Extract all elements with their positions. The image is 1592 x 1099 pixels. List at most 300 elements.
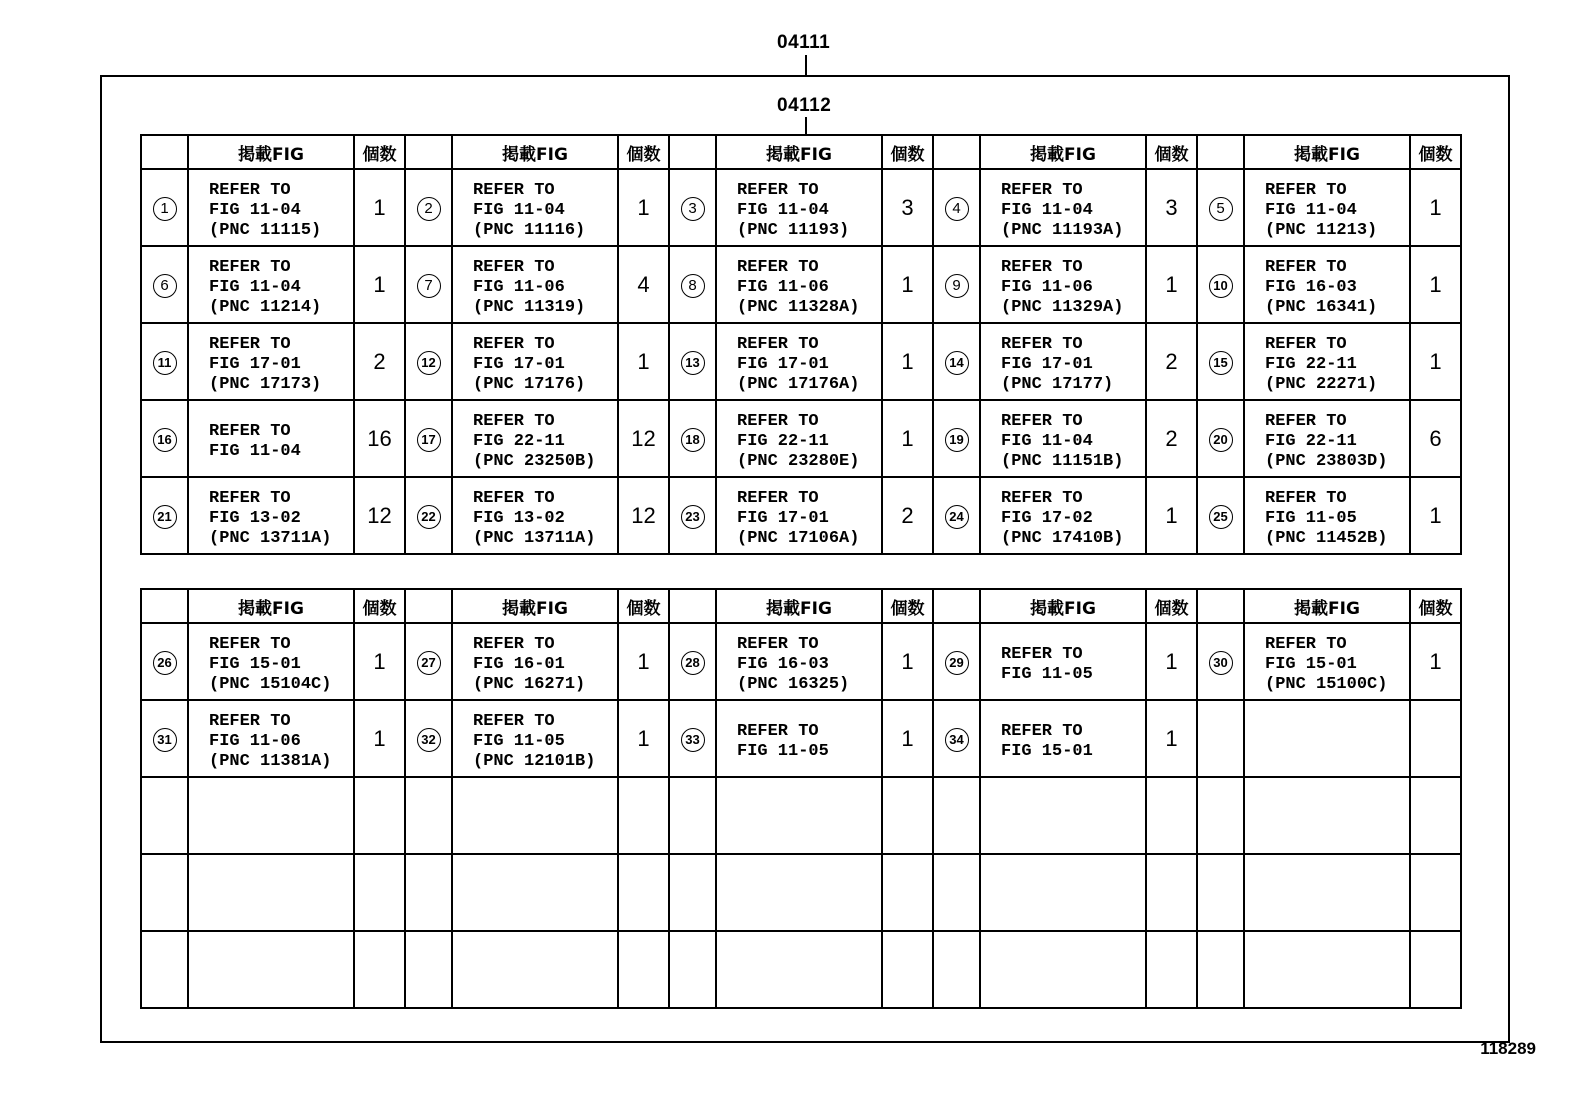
item-number: 20 — [1209, 428, 1233, 452]
fig-reference-cell — [1244, 246, 1410, 323]
fig-reference-line: REFER TO — [1001, 411, 1083, 431]
item-number: 12 — [417, 351, 441, 375]
fig-reference-cell — [980, 777, 1146, 854]
item-number: 32 — [417, 728, 441, 752]
quantity-cell: 2 — [1146, 323, 1197, 400]
quantity-cell: 12 — [618, 400, 669, 477]
header-num-cell — [1197, 589, 1244, 623]
header-fig: 掲載FIG — [452, 135, 618, 169]
fig-reference-cell — [1244, 323, 1410, 400]
item-number: 18 — [681, 428, 705, 452]
item-number-cell — [405, 700, 452, 777]
header-qty: 個数 — [354, 589, 405, 623]
fig-reference-line: (PNC 11319) — [473, 297, 586, 317]
item-number-cell — [141, 169, 188, 246]
item-number: 31 — [153, 728, 177, 752]
quantity-cell: 1 — [1146, 623, 1197, 700]
item-number-cell — [669, 169, 716, 246]
quantity-cell — [1410, 931, 1461, 1008]
fig-reference-line: FIG 11-04 — [209, 441, 301, 461]
fig-reference-cell — [188, 854, 354, 931]
fig-reference-cell — [452, 700, 618, 777]
fig-reference-line: REFER TO — [737, 488, 819, 508]
quantity-cell — [1410, 854, 1461, 931]
quantity-cell — [618, 854, 669, 931]
header-fig: 掲載FIG — [188, 135, 354, 169]
fig-reference-line: REFER TO — [1265, 180, 1347, 200]
item-number-cell — [405, 623, 452, 700]
fig-reference-cell — [452, 400, 618, 477]
fig-reference-line: (PNC 13711A) — [473, 528, 596, 548]
fig-reference-line: FIG 17-01 — [737, 354, 829, 374]
quantity-cell — [1146, 931, 1197, 1008]
item-number: 34 — [945, 728, 969, 752]
fig-reference-line: FIG 11-04 — [209, 200, 301, 220]
quantity-cell: 12 — [618, 477, 669, 554]
fig-reference-cell — [980, 477, 1146, 554]
item-number-cell — [933, 169, 980, 246]
fig-reference-line: FIG 11-04 — [737, 200, 829, 220]
fig-reference-line: REFER TO — [737, 721, 819, 741]
reference-number: 118289 — [1480, 1039, 1536, 1058]
quantity-cell: 1 — [882, 246, 933, 323]
fig-reference-line: FIG 17-02 — [1001, 508, 1093, 528]
quantity-cell — [1146, 777, 1197, 854]
header-num-cell — [933, 589, 980, 623]
item-number-cell — [405, 931, 452, 1008]
fig-reference-line: REFER TO — [473, 411, 555, 431]
header-fig: 掲載FIG — [452, 589, 618, 623]
item-number: 7 — [417, 274, 441, 298]
fig-reference-line: FIG 11-05 — [473, 731, 565, 751]
item-number: 17 — [417, 428, 441, 452]
label-04112: 04112 — [777, 95, 832, 116]
header-fig: 掲載FIG — [188, 589, 354, 623]
fig-reference-line: REFER TO — [473, 711, 555, 731]
fig-reference-line: FIG 16-03 — [737, 654, 829, 674]
item-number: 26 — [153, 651, 177, 675]
quantity-cell: 1 — [882, 700, 933, 777]
fig-reference-line: FIG 17-01 — [209, 354, 301, 374]
quantity-cell: 1 — [618, 623, 669, 700]
item-number: 29 — [945, 651, 969, 675]
item-number-cell — [1197, 777, 1244, 854]
quantity-cell — [354, 854, 405, 931]
fig-reference-line: FIG 11-04 — [1001, 200, 1093, 220]
item-number-cell — [933, 700, 980, 777]
table-row — [141, 931, 1461, 1008]
item-number: 24 — [945, 505, 969, 529]
fig-reference-line: (PNC 11452B) — [1265, 528, 1388, 548]
item-number: 19 — [945, 428, 969, 452]
fig-reference-cell — [980, 246, 1146, 323]
parts-table-2 — [140, 588, 1462, 1009]
fig-reference-line: REFER TO — [737, 334, 819, 354]
table-row — [141, 854, 1461, 931]
fig-reference-cell — [1244, 777, 1410, 854]
fig-reference-line: FIG 15-01 — [209, 654, 301, 674]
fig-reference-line: (PNC 17176A) — [737, 374, 860, 394]
quantity-cell: 1 — [618, 323, 669, 400]
fig-reference-cell — [716, 323, 882, 400]
quantity-cell: 2 — [1146, 400, 1197, 477]
fig-reference-cell — [188, 623, 354, 700]
quantity-cell — [618, 931, 669, 1008]
item-number-cell — [669, 623, 716, 700]
item-number-cell — [933, 931, 980, 1008]
fig-reference-line: (PNC 11115) — [209, 220, 322, 240]
fig-reference-line: FIG 15-01 — [1001, 741, 1093, 761]
item-number-cell — [141, 777, 188, 854]
fig-reference-cell — [716, 700, 882, 777]
fig-reference-line: REFER TO — [473, 334, 555, 354]
item-number-cell — [405, 169, 452, 246]
item-number: 11 — [153, 351, 177, 375]
header-num-cell — [405, 135, 452, 169]
item-number: 8 — [681, 274, 705, 298]
item-number-cell — [1197, 169, 1244, 246]
fig-reference-line: FIG 11-06 — [737, 277, 829, 297]
fig-reference-line: REFER TO — [737, 411, 819, 431]
item-number-cell — [933, 854, 980, 931]
header-qty: 個数 — [1410, 135, 1461, 169]
item-number-cell — [669, 246, 716, 323]
quantity-cell: 4 — [618, 246, 669, 323]
item-number-cell — [669, 700, 716, 777]
fig-reference-line: FIG 11-05 — [1001, 664, 1093, 684]
fig-reference-line: FIG 17-01 — [473, 354, 565, 374]
fig-reference-cell — [716, 777, 882, 854]
quantity-cell — [618, 777, 669, 854]
fig-reference-line: (PNC 17177) — [1001, 374, 1114, 394]
quantity-cell: 1 — [618, 700, 669, 777]
fig-reference-line: (PNC 11214) — [209, 297, 322, 317]
table-header-row — [141, 135, 1461, 169]
fig-reference-line: FIG 11-05 — [737, 741, 829, 761]
header-num-cell — [141, 135, 188, 169]
item-number-cell — [669, 323, 716, 400]
quantity-cell: 1 — [354, 700, 405, 777]
item-number: 33 — [681, 728, 705, 752]
fig-reference-line: FIG 16-03 — [1265, 277, 1357, 297]
quantity-cell: 1 — [882, 400, 933, 477]
leader-line-inner — [805, 117, 807, 134]
item-number-cell — [933, 400, 980, 477]
item-number-cell — [933, 323, 980, 400]
fig-reference-line: FIG 22-11 — [1265, 431, 1357, 451]
fig-reference-cell — [980, 323, 1146, 400]
fig-reference-cell — [452, 854, 618, 931]
leader-line-outer — [805, 55, 807, 75]
item-number: 10 — [1209, 274, 1233, 298]
item-number-cell — [1197, 400, 1244, 477]
fig-reference-line: FIG 17-01 — [737, 508, 829, 528]
fig-reference-cell — [188, 700, 354, 777]
item-number: 2 — [417, 197, 441, 221]
fig-reference-cell — [452, 931, 618, 1008]
item-number-cell — [141, 477, 188, 554]
fig-reference-cell — [188, 169, 354, 246]
item-number-cell — [405, 477, 452, 554]
label-04111: 04111 — [777, 32, 831, 53]
fig-reference-cell — [1244, 400, 1410, 477]
fig-reference-line: FIG 13-02 — [473, 508, 565, 528]
fig-reference-line: FIG 11-04 — [1265, 200, 1357, 220]
fig-reference-cell — [1244, 169, 1410, 246]
header-qty: 個数 — [1146, 589, 1197, 623]
quantity-cell: 1 — [1410, 623, 1461, 700]
quantity-cell: 1 — [882, 623, 933, 700]
quantity-cell: 12 — [354, 477, 405, 554]
item-number: 21 — [153, 505, 177, 529]
fig-reference-line: REFER TO — [473, 488, 555, 508]
fig-reference-cell — [716, 169, 882, 246]
fig-reference-line: REFER TO — [1265, 257, 1347, 277]
fig-reference-line: REFER TO — [1265, 334, 1347, 354]
fig-reference-line: FIG 17-01 — [1001, 354, 1093, 374]
fig-reference-line: REFER TO — [209, 180, 291, 200]
fig-reference-line: FIG 11-06 — [1001, 277, 1093, 297]
fig-reference-line: (PNC 11151B) — [1001, 451, 1124, 471]
fig-reference-cell — [452, 323, 618, 400]
header-num-cell — [405, 589, 452, 623]
fig-reference-line: (PNC 15104C) — [209, 674, 332, 694]
fig-reference-line: (PNC 15100C) — [1265, 674, 1388, 694]
fig-reference-line: REFER TO — [473, 257, 555, 277]
fig-reference-line: FIG 11-06 — [209, 731, 301, 751]
item-number: 23 — [681, 505, 705, 529]
fig-reference-line: FIG 13-02 — [209, 508, 301, 528]
table-header-row — [141, 589, 1461, 623]
parts-table-1 — [140, 134, 1462, 555]
quantity-cell — [882, 931, 933, 1008]
fig-reference-line: (PNC 11116) — [473, 220, 586, 240]
fig-reference-line: REFER TO — [1001, 180, 1083, 200]
quantity-cell: 3 — [1146, 169, 1197, 246]
item-number: 28 — [681, 651, 705, 675]
fig-reference-cell — [1244, 700, 1410, 777]
quantity-cell: 1 — [1410, 169, 1461, 246]
fig-reference-line: (PNC 11193A) — [1001, 220, 1124, 240]
header-num-cell — [1197, 135, 1244, 169]
item-number-cell — [141, 246, 188, 323]
fig-reference-line: (PNC 17410B) — [1001, 528, 1124, 548]
header-num-cell — [669, 135, 716, 169]
fig-reference-line: REFER TO — [209, 488, 291, 508]
fig-reference-line: (PNC 17106A) — [737, 528, 860, 548]
quantity-cell: 1 — [1410, 246, 1461, 323]
item-number-cell — [405, 854, 452, 931]
item-number-cell — [141, 854, 188, 931]
item-number-cell — [933, 623, 980, 700]
item-number-cell — [141, 623, 188, 700]
item-number-cell — [1197, 854, 1244, 931]
fig-reference-cell — [980, 931, 1146, 1008]
fig-reference-line: REFER TO — [209, 634, 291, 654]
header-qty: 個数 — [618, 589, 669, 623]
item-number: 3 — [681, 197, 705, 221]
item-number-cell — [1197, 931, 1244, 1008]
fig-reference-line: FIG 15-01 — [1265, 654, 1357, 674]
fig-reference-line: FIG 11-06 — [473, 277, 565, 297]
table-row — [141, 777, 1461, 854]
fig-reference-cell — [980, 169, 1146, 246]
header-num-cell — [933, 135, 980, 169]
header-num-cell — [669, 589, 716, 623]
fig-reference-line: REFER TO — [1001, 334, 1083, 354]
fig-reference-line: REFER TO — [1001, 721, 1083, 741]
quantity-cell: 6 — [1410, 400, 1461, 477]
quantity-cell: 1 — [354, 169, 405, 246]
fig-reference-line: (PNC 13711A) — [209, 528, 332, 548]
fig-reference-cell — [716, 623, 882, 700]
header-qty: 個数 — [1146, 135, 1197, 169]
fig-reference-line: REFER TO — [473, 180, 555, 200]
fig-reference-line: FIG 11-04 — [1001, 431, 1093, 451]
item-number-cell — [1197, 323, 1244, 400]
quantity-cell: 1 — [1146, 477, 1197, 554]
quantity-cell — [882, 777, 933, 854]
quantity-cell: 2 — [882, 477, 933, 554]
fig-reference-line: (PNC 17173) — [209, 374, 322, 394]
item-number: 15 — [1209, 351, 1233, 375]
item-number: 16 — [153, 428, 177, 452]
fig-reference-line: FIG 22-11 — [473, 431, 565, 451]
quantity-cell: 1 — [354, 623, 405, 700]
fig-reference-cell — [452, 477, 618, 554]
table-row — [141, 323, 1461, 400]
fig-reference-line: REFER TO — [473, 634, 555, 654]
item-number: 13 — [681, 351, 705, 375]
table-row — [141, 477, 1461, 554]
fig-reference-line: (PNC 11193) — [737, 220, 850, 240]
quantity-cell — [1146, 854, 1197, 931]
header-num-cell — [141, 589, 188, 623]
fig-reference-line: (PNC 23280E) — [737, 451, 860, 471]
fig-reference-cell — [716, 400, 882, 477]
fig-reference-line: REFER TO — [1265, 634, 1347, 654]
fig-reference-cell — [716, 931, 882, 1008]
fig-reference-line: REFER TO — [737, 180, 819, 200]
fig-reference-line: FIG 11-04 — [473, 200, 565, 220]
header-fig: 掲載FIG — [1244, 135, 1410, 169]
fig-reference-cell — [452, 169, 618, 246]
fig-reference-line: FIG 22-11 — [1265, 354, 1357, 374]
quantity-cell: 3 — [882, 169, 933, 246]
header-fig: 掲載FIG — [716, 135, 882, 169]
fig-reference-line: (PNC 11213) — [1265, 220, 1378, 240]
table-row — [141, 623, 1461, 700]
fig-reference-line: (PNC 12101B) — [473, 751, 596, 771]
item-number-cell — [141, 323, 188, 400]
item-number-cell — [141, 400, 188, 477]
quantity-cell — [354, 777, 405, 854]
table-row — [141, 700, 1461, 777]
table-row — [141, 169, 1461, 246]
fig-reference-cell — [980, 623, 1146, 700]
item-number: 6 — [153, 274, 177, 298]
table-row — [141, 246, 1461, 323]
quantity-cell — [1410, 700, 1461, 777]
quantity-cell: 2 — [354, 323, 405, 400]
quantity-cell: 16 — [354, 400, 405, 477]
quantity-cell: 1 — [882, 323, 933, 400]
fig-reference-line: REFER TO — [1265, 411, 1347, 431]
fig-reference-line: REFER TO — [1265, 488, 1347, 508]
fig-reference-line: REFER TO — [209, 711, 291, 731]
header-fig: 掲載FIG — [980, 589, 1146, 623]
fig-reference-line: FIG 11-05 — [1265, 508, 1357, 528]
item-number-cell — [1197, 700, 1244, 777]
fig-reference-line: (PNC 11381A) — [209, 751, 332, 771]
quantity-cell: 1 — [1410, 477, 1461, 554]
quantity-cell: 1 — [618, 169, 669, 246]
header-fig: 掲載FIG — [980, 135, 1146, 169]
item-number-cell — [669, 477, 716, 554]
fig-reference-line: FIG 22-11 — [737, 431, 829, 451]
item-number-cell — [405, 400, 452, 477]
fig-reference-cell — [452, 246, 618, 323]
fig-reference-line: FIG 11-04 — [209, 277, 301, 297]
item-number-cell — [141, 931, 188, 1008]
item-number-cell — [933, 477, 980, 554]
header-qty: 個数 — [882, 135, 933, 169]
fig-reference-cell — [716, 854, 882, 931]
item-number-cell — [1197, 477, 1244, 554]
fig-reference-line: (PNC 23803D) — [1265, 451, 1388, 471]
item-number-cell — [405, 246, 452, 323]
item-number: 22 — [417, 505, 441, 529]
fig-reference-cell — [188, 477, 354, 554]
fig-reference-line: REFER TO — [737, 634, 819, 654]
header-qty: 個数 — [1410, 589, 1461, 623]
header-fig: 掲載FIG — [1244, 589, 1410, 623]
header-fig: 掲載FIG — [716, 589, 882, 623]
fig-reference-line: (PNC 22271) — [1265, 374, 1378, 394]
fig-reference-cell — [716, 246, 882, 323]
fig-reference-cell — [188, 931, 354, 1008]
header-qty: 個数 — [618, 135, 669, 169]
header-qty: 個数 — [354, 135, 405, 169]
fig-reference-line: REFER TO — [1001, 257, 1083, 277]
item-number-cell — [1197, 623, 1244, 700]
item-number-cell — [405, 323, 452, 400]
fig-reference-cell — [188, 777, 354, 854]
fig-reference-line: REFER TO — [209, 421, 291, 441]
fig-reference-line: (PNC 11328A) — [737, 297, 860, 317]
fig-reference-cell — [716, 477, 882, 554]
header-qty: 個数 — [882, 589, 933, 623]
fig-reference-line: (PNC 16341) — [1265, 297, 1378, 317]
fig-reference-cell — [188, 246, 354, 323]
item-number-cell — [1197, 246, 1244, 323]
item-number-cell — [669, 854, 716, 931]
item-number-cell — [405, 777, 452, 854]
quantity-cell — [882, 854, 933, 931]
item-number: 30 — [1209, 651, 1233, 675]
fig-reference-line: REFER TO — [209, 334, 291, 354]
item-number: 5 — [1209, 197, 1233, 221]
fig-reference-line: REFER TO — [1001, 644, 1083, 664]
quantity-cell: 1 — [354, 246, 405, 323]
fig-reference-cell — [980, 700, 1146, 777]
fig-reference-line: (PNC 23250B) — [473, 451, 596, 471]
quantity-cell — [354, 931, 405, 1008]
fig-reference-line: REFER TO — [209, 257, 291, 277]
item-number-cell — [669, 400, 716, 477]
fig-reference-cell — [1244, 623, 1410, 700]
item-number-cell — [933, 246, 980, 323]
